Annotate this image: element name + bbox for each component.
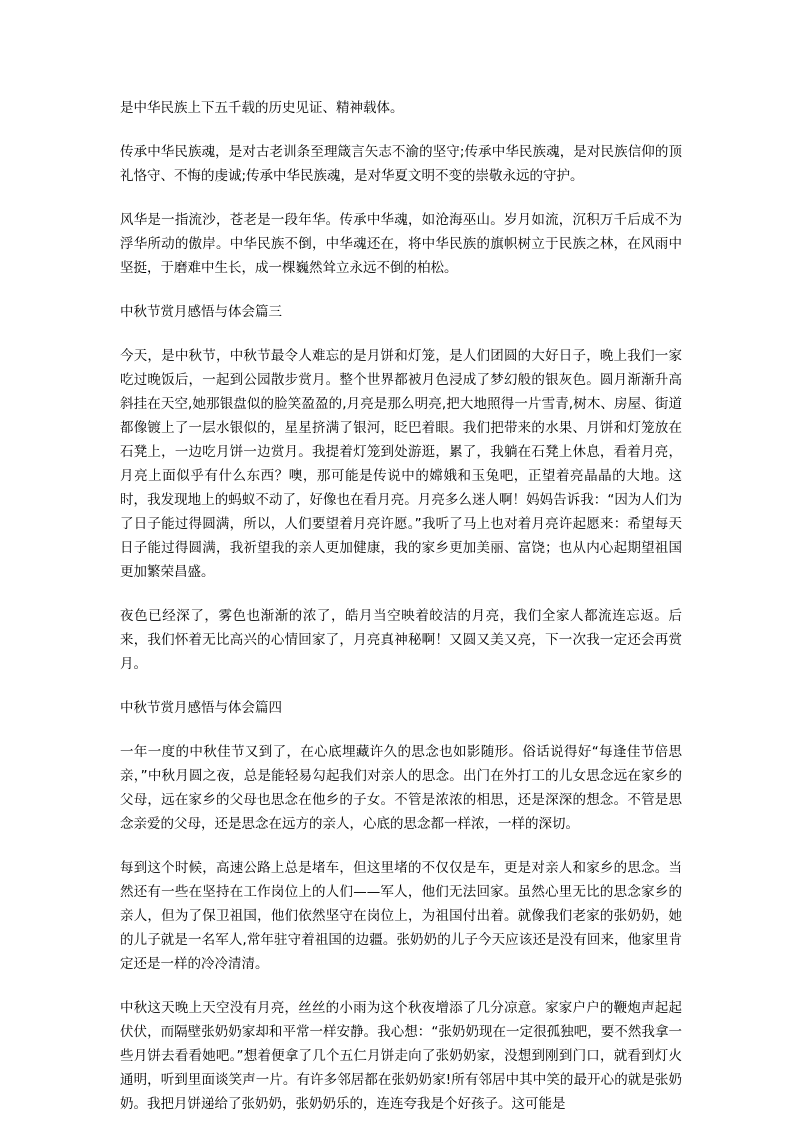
section-heading: 中秋节赏月感悟与体会篇三 <box>120 304 282 320</box>
paragraph: 风华是一指流沙，苍老是一段年华。传承中华魂，如沧海巫山。岁月如流，沉积万千后成不为浮华所动的傲岸。中华民族不倒，中华魂还在，将中华民族的旗帜树立于民族之林，在风雨中坚挺，于磨难中生长，成一棵巍然耸立永远不倒的柏松。 <box>120 212 682 276</box>
paragraph: 中秋这天晚上天空没有月亮，丝丝的小雨为这个秋夜增添了几分凉意。家家户户的鞭炮声起起伏伏，而隔壁张奶奶家却和平常一样安静。我心想：“张奶奶现在一定很孤独吧，要不然我拿一些月饼去看看她吧。”想着便拿了几个五仁月饼走向了张奶奶家，没想到刚到门口，就看到灯火通明，听到里面谈笑声一片。有许多邻居都在张奶奶家!所有邻居中其中笑的最开心的就是张奶奶。我把月饼递给了张奶奶，张奶奶乐的，连连夸我是个好孩子。这可能是 <box>120 1000 682 1112</box>
paragraph: 一年一度的中秋佳节又到了，在心底埋藏许久的思念也如影随形。俗话说得好“每逢佳节倍思亲，”中秋月圆之夜，总是能轻易勾起我们对亲人的思念。出门在外打工的儿女思念远在家乡的父母，远在家乡的父母也思念在他乡的子女。不管是浓浓的相思，还是深深的想念。不管是思念亲爱的父母，还是思念在远方的亲人，心底的思念都一样浓，一样的深切。 <box>120 744 682 832</box>
paragraph: 传承中华民族魂，是对古老训条至理箴言矢志不渝的坚守;传承中华民族魂，是对民族信仰的顶礼恪守、不悔的虔诚;传承中华民族魂，是对华夏文明不变的崇敬永远的守护。 <box>120 144 682 184</box>
paragraph: 夜色已经深了，雾色也渐渐的浓了，皓月当空映着皎洁的月亮，我们全家人都流连忘返。后来，我们怀着无比高兴的心情回家了，月亮真神秘啊！又圆又美又亮，下一次我一定还会再赏月。 <box>120 608 682 672</box>
paragraph: 今天，是中秋节，中秋节最令人难忘的是月饼和灯笼，是人们团圆的大好日子，晚上我们一家吃过晚饭后，一起到公园散步赏月。整个世界都被月色浸成了梦幻般的银灰色。圆月渐渐升高斜挂在天空,她那银盘似的脸笑盈盈的,月亮是那么明亮,把大地照得一片雪青,树木、房屋、街道都像镀上了一层水银似的，星星挤满了银河，眨巴着眼。我们把带来的水果、月饼和灯笼放在石凳上，一边吃月饼一边赏月。我提着灯笼到处游逛，累了，我躺在石凳上休息，看着月亮，月亮上面似乎有什么东西？噢，那可能是传说中的嫦娥和玉兔吧，正望着亮晶晶的大地。这时，我发现地上的蚂蚁不动了，好像也在看月亮。月亮多么迷人啊！妈妈告诉我：“因为人们为了日子能过得圆满，所以，人们要望着月亮许愿。”我听了马上也对着月亮许起愿来：希望每天日子能过得圆满，我祈望我的亲人更加健康，我的家乡更加美丽、富饶；也从内心起期望祖国更加繁荣昌盛。 <box>120 348 682 580</box>
section-heading: 中秋节赏月感悟与体会篇四 <box>120 700 282 716</box>
document-body <box>120 96 682 1136</box>
paragraph: 每到这个时候，高速公路上总是堵车，但这里堵的不仅仅是车，更是对亲人和家乡的思念。当然还有一些在坚持在工作岗位上的人们——军人，他们无法回家。虽然心里无比的思念家乡的亲人，但为了保卫祖国，他们依然坚守在岗位上，为祖国付出着。就像我们老家的张奶奶，她的儿子就是一名军人,常年驻守着祖国的边疆。张奶奶的儿子今天应该还是没有回来，他家里肯定还是一样的冷冷清清。 <box>120 860 682 972</box>
paragraph: 是中华民族上下五千载的历史见证、精神载体。 <box>120 100 404 116</box>
